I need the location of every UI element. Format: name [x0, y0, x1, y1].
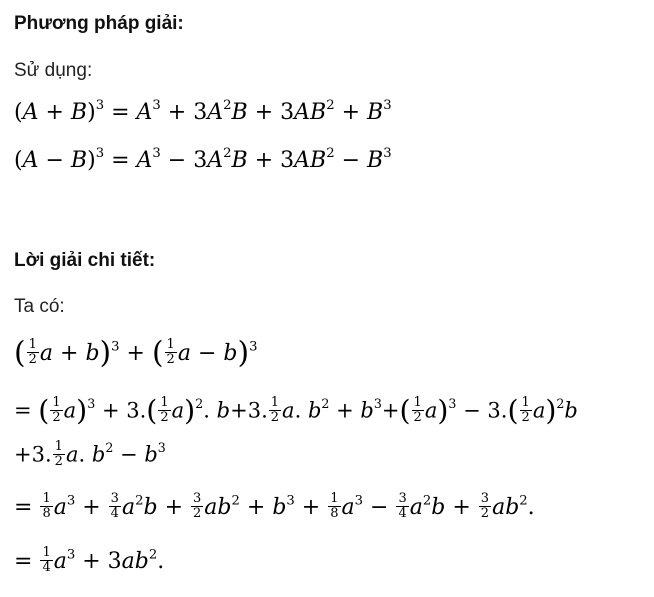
final-result: = $\frac{1}{4}$ $a^3 + 3ab^2$. — [14, 545, 165, 575]
formula-cube-difference: $(A - B)^3 = A^3 - 3A^2B + 3AB^2 - B^3$ — [14, 146, 392, 173]
method-heading: Phương pháp giải: — [14, 13, 184, 34]
expansion-line-2: +3. $\frac{1}{2}$ a. $b^2 - b^3$ — [14, 439, 166, 469]
formula-cube-sum: $(A + B)^3 = A^3 + 3A^2B + 3AB^2 + B^3$ — [14, 98, 392, 125]
method-intro: Sử dụng: — [14, 60, 93, 81]
simplification-line: = $\frac{1}{8}$ $a^3$ + $\frac{3}{4}$ $a^2b$ + $\frac{3}{2}$ $ab^2 + b^3$ + $\frac{1}{8}$ $a^3$ − $\frac{3}{4}$ $a^2b$ + $\frac{3}{2}$ $ab^2$. — [14, 491, 535, 521]
expression-start: ( $\frac{1}{2}$ a + b)$^3$ + ( $\frac{1}{2}$ a − b)$^3$ — [14, 335, 258, 371]
solution-intro: Ta có: — [14, 296, 65, 317]
solution-heading: Lời giải chi tiết: — [14, 250, 156, 271]
expansion-line-1: = ( $\frac{1}{2}$ a)$^3$ + 3.( $\frac{1}{2}$ a)$^2$. b+3. $\frac{1}{2}$ a. $b^2 + b^3+$( $\frac{1}{2}$ a)$^3$ − 3.( $\frac{1}{2}$ a)$^2$b — [14, 393, 578, 427]
